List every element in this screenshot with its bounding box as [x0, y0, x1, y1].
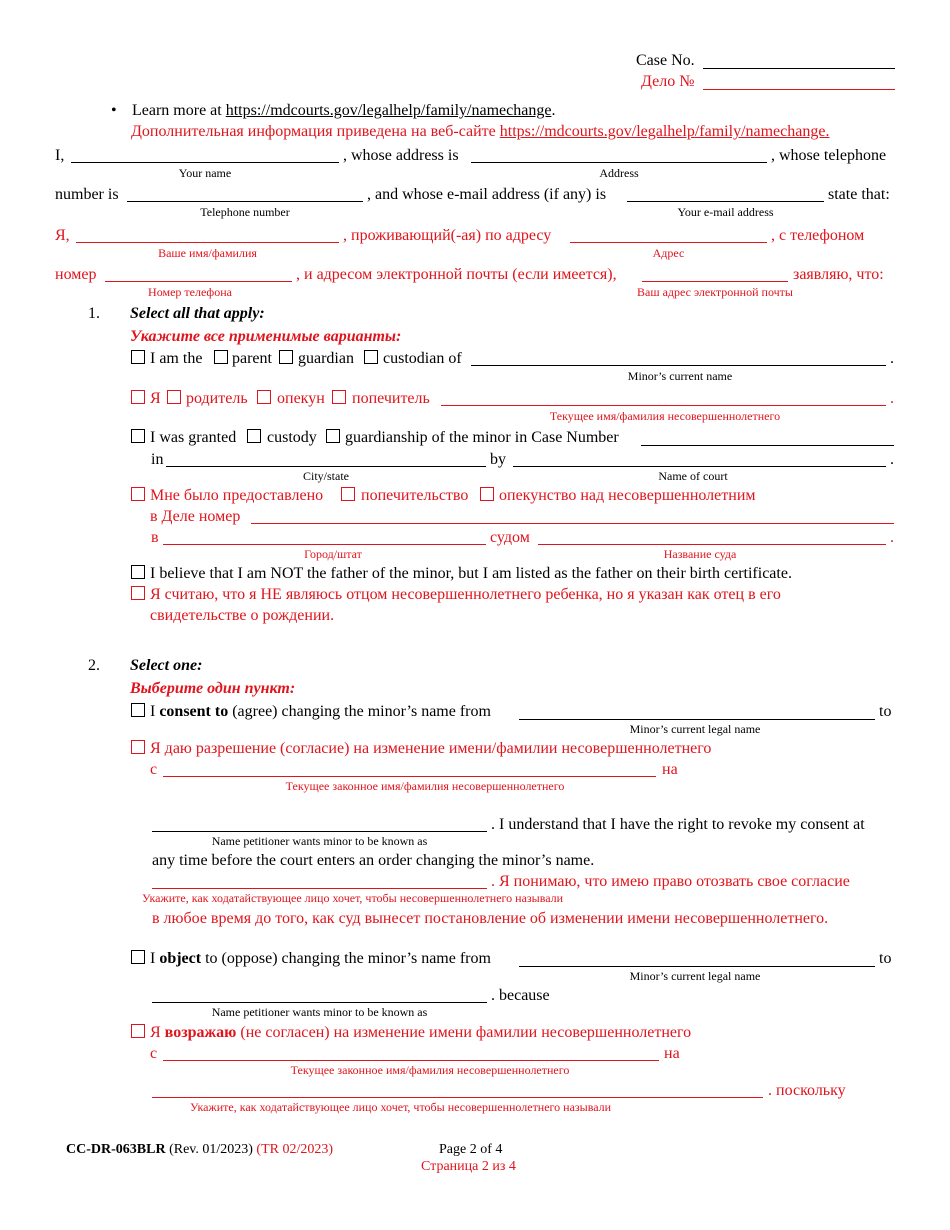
not-father-label: I believe that I am NOT the father of the minor, but I am listed as the father on their birth certificate. — [150, 565, 792, 582]
in-label: in — [151, 451, 164, 468]
intro-i-label: I, — [55, 147, 65, 164]
telephone-caption: Telephone number — [200, 205, 290, 219]
ru-parent-label: родитель — [186, 390, 248, 407]
consent-known-as-caption: Name petitioner wants minor to be known as — [211, 834, 428, 848]
ru-consent-from: с — [150, 761, 158, 778]
minor-name-field[interactable] — [471, 365, 886, 366]
your-name-caption: Your name — [178, 166, 232, 180]
email-field[interactable] — [627, 201, 824, 202]
learn-more-text: Learn more at https://mdcourts.gov/legalhelp/family/namechange. — [132, 102, 556, 119]
by-label: by — [490, 451, 506, 468]
guardianship-label: guardianship of the minor in Case Number — [345, 429, 619, 446]
ru-custody-label: попечительство — [361, 487, 469, 504]
object-label: I object to (oppose) changing the minor’s name from — [150, 950, 491, 967]
guardianship-checkbox[interactable] — [326, 429, 340, 443]
ru-case-label: в Деле номер — [150, 508, 241, 525]
custodian-checkbox[interactable] — [364, 350, 378, 364]
ru-court-word: судом — [490, 529, 530, 546]
address-caption: Address — [599, 166, 639, 180]
ru-phone-text: , с телефоном — [771, 227, 865, 244]
ru-case-number-field[interactable] — [251, 523, 894, 524]
case-number-field[interactable] — [641, 445, 894, 446]
ru-parent-checkbox[interactable] — [167, 390, 181, 404]
ru-object-label: Я возражаю (не согласен) на изменение имени фамилии несовершеннолетнего — [150, 1024, 692, 1041]
period-2: . — [890, 451, 894, 468]
object-to-label: to — [879, 950, 892, 967]
ru-minor-name-field[interactable] — [441, 405, 886, 406]
state-that-text: state that: — [828, 186, 890, 203]
form-rev: (Rev. 01/2023) — [169, 1142, 253, 1157]
ru-object-checkbox[interactable] — [131, 1024, 145, 1038]
ru-i-label: Я, — [55, 227, 70, 244]
consent-legal-name-caption: Minor’s current legal name — [629, 722, 761, 736]
ru-court-name-caption: Название суда — [663, 547, 737, 561]
section2-title: Select one: — [130, 657, 203, 674]
ru-guardian-checkbox[interactable] — [257, 390, 271, 404]
any-time-text: any time before the court enters an order changing the minor’s name. — [152, 852, 595, 869]
ru-residing-text: , проживающий(-ая) по адресу — [343, 227, 552, 244]
ru-consent-checkbox[interactable] — [131, 740, 145, 754]
bullet: • — [111, 102, 117, 119]
was-granted-checkbox[interactable] — [131, 429, 145, 443]
ru-in-label: в — [151, 529, 159, 546]
section1-number: 1. — [88, 305, 100, 322]
case-no-field[interactable] — [703, 68, 895, 69]
ru-not-father-line2: свидетельстве о рождении. — [150, 607, 335, 624]
ru-phone-caption: Номер телефона — [148, 285, 232, 299]
custody-label: custody — [267, 429, 317, 446]
ru-period: . — [890, 390, 894, 407]
ru-custody-checkbox[interactable] — [341, 487, 355, 501]
object-checkbox[interactable] — [131, 950, 145, 964]
ru-granted-checkbox[interactable] — [131, 487, 145, 501]
ru-email-field[interactable] — [642, 281, 788, 282]
footer-form-info — [66, 1143, 333, 1157]
ru-not-father-checkbox[interactable] — [131, 586, 145, 600]
ru-custodian-label: попечитель — [352, 390, 430, 407]
object-from-field[interactable] — [519, 966, 875, 967]
ru-i-am-checkbox[interactable] — [131, 390, 145, 404]
ru-i-label: Я — [150, 390, 161, 407]
city-state-field[interactable] — [166, 466, 486, 467]
ru-city-state-field[interactable] — [163, 544, 486, 545]
ru-guardianship-label: опекунство над несовершеннолетним — [499, 487, 756, 504]
consent-known-as-field[interactable] — [152, 831, 487, 832]
ru-consent-from-field[interactable] — [163, 776, 656, 777]
ru-consent-legal-caption: Текущее законное имя/фамилия несовершеннолетнего — [285, 779, 565, 793]
ru-address-field[interactable] — [570, 242, 767, 243]
ru-object-from-field[interactable] — [163, 1060, 659, 1061]
object-legal-name-caption: Minor’s current legal name — [629, 969, 761, 983]
ru-object-legal-caption: Текущее законное имя/фамилия несовершеннолетнего — [290, 1063, 570, 1077]
whose-telephone-text: , whose telephone — [771, 147, 887, 164]
ru-email-caption: Ваш адрес электронной почты — [637, 285, 793, 299]
ru-name-caption: Ваше имя/фамилия — [158, 246, 257, 260]
ru-consent-known-as-caption: Укажите, как ходатайствующее лицо хочет, чтобы несовершеннолетнего называли — [142, 891, 564, 905]
guardian-checkbox[interactable] — [279, 350, 293, 364]
section1-title-ru: Укажите все применимые варианты: — [130, 328, 402, 345]
email-text: , and whose e-mail address (if any) is — [367, 186, 607, 203]
was-granted-label: I was granted — [150, 429, 237, 446]
ru-consent-label: Я даю разрешение (согласие) на изменение имени/фамилии несовершеннолетнего — [150, 740, 712, 757]
ru-email-text: , и адресом электронной почты (если имеется), — [296, 266, 617, 283]
ru-object-from: с — [150, 1045, 158, 1062]
form-tr: (TR 02/2023) — [256, 1142, 334, 1157]
ru-guardian-label: опекун — [277, 390, 325, 407]
revoke-text: . I understand that I have the right to revoke my consent at — [491, 816, 865, 833]
ru-declare-text: заявляю, что: — [793, 266, 884, 283]
ru-consent-to: на — [662, 761, 678, 778]
ru-name-field[interactable] — [76, 242, 339, 243]
learn-more-link[interactable]: https://mdcourts.gov/legalhelp/family/namechange — [225, 102, 552, 119]
address-field[interactable] — [471, 162, 767, 163]
consent-label: I consent to (agree) changing the minor’s name from — [150, 703, 491, 720]
period: . — [890, 350, 894, 367]
ru-address-caption: Адрес — [652, 246, 685, 260]
because-text: . because — [491, 987, 550, 1004]
consent-checkbox[interactable] — [131, 703, 145, 717]
ru-because-text: . поскольку — [768, 1082, 846, 1099]
not-father-checkbox[interactable] — [131, 565, 145, 579]
ru-guardianship-checkbox[interactable] — [480, 487, 494, 501]
learn-more-text-ru: Дополнительная информация приведена на веб-сайте https://mdcourts.gov/legalhelp/family/namechange. — [131, 123, 830, 140]
parent-label: parent — [232, 350, 272, 367]
ru-court-name-field[interactable] — [538, 544, 886, 545]
ru-granted-label: Мне было предоставлено — [150, 487, 324, 504]
ru-custodian-checkbox[interactable] — [332, 390, 346, 404]
section1-title: Select all that apply: — [130, 305, 265, 322]
object-known-as-caption: Name petitioner wants minor to be known as — [211, 1005, 428, 1019]
email-caption: Your e-mail address — [677, 205, 774, 219]
number-is-text: number is — [55, 186, 119, 203]
ru-any-time-text: в любое время до того, как суд вынесет постановление об изменении имени несовершеннолетнего. — [152, 910, 829, 927]
your-name-field[interactable] — [71, 162, 339, 163]
i-am-the-label: I am the — [150, 350, 203, 367]
page-number: Page 2 of 4 — [439, 1142, 503, 1157]
case-no-label-ru: Дело № — [641, 73, 695, 90]
ru-object-to: на — [664, 1045, 680, 1062]
telephone-field[interactable] — [127, 201, 363, 202]
ru-revoke-text: . Я понимаю, что имею право отозвать свое согласие — [491, 873, 850, 890]
ru-number-text: номер — [55, 266, 97, 283]
ru-object-known-as-field[interactable] — [152, 1097, 763, 1098]
ru-city-state-caption: Город/штат — [304, 547, 362, 561]
section2-number: 2. — [88, 657, 100, 674]
consent-from-field[interactable] — [519, 719, 875, 720]
custody-checkbox[interactable] — [247, 429, 261, 443]
whose-address-text: , whose address is — [343, 147, 459, 164]
city-state-caption: City/state — [303, 469, 349, 483]
ru-not-father-line1: Я считаю, что я НЕ являюсь отцом несовершеннолетнего ребенка, но я указан как отец в его — [150, 586, 781, 603]
page-number-ru: Страница 2 из 4 — [421, 1159, 516, 1174]
consent-to-label: to — [879, 703, 892, 720]
object-known-as-field[interactable] — [152, 1002, 487, 1003]
court-name-caption: Name of court — [658, 469, 728, 483]
ru-period-2: . — [890, 529, 894, 546]
custodian-of-label: custodian of — [383, 350, 462, 367]
ru-object-known-as-caption: Укажите, как ходатайствующее лицо хочет, чтобы несовершеннолетнего называли — [190, 1100, 612, 1114]
ru-telephone-field[interactable] — [105, 281, 292, 282]
i-am-checkbox[interactable] — [131, 350, 145, 364]
parent-checkbox[interactable] — [214, 350, 228, 364]
guardian-label: guardian — [298, 350, 354, 367]
court-name-field[interactable] — [513, 466, 886, 467]
case-no-label: Case No. — [636, 52, 695, 69]
ru-consent-known-as-field[interactable] — [152, 888, 487, 889]
form-code: CC-DR-063BLR — [66, 1142, 166, 1157]
minor-name-caption: Minor’s current name — [627, 369, 733, 383]
case-no-field-ru[interactable] — [703, 89, 895, 90]
section2-title-ru: Выберите один пункт: — [130, 680, 296, 697]
ru-minor-name-caption: Текущее имя/фамилия несовершеннолетнего — [549, 409, 781, 423]
learn-more-link-ru[interactable]: https://mdcourts.gov/legalhelp/family/namechange. — [499, 123, 830, 140]
